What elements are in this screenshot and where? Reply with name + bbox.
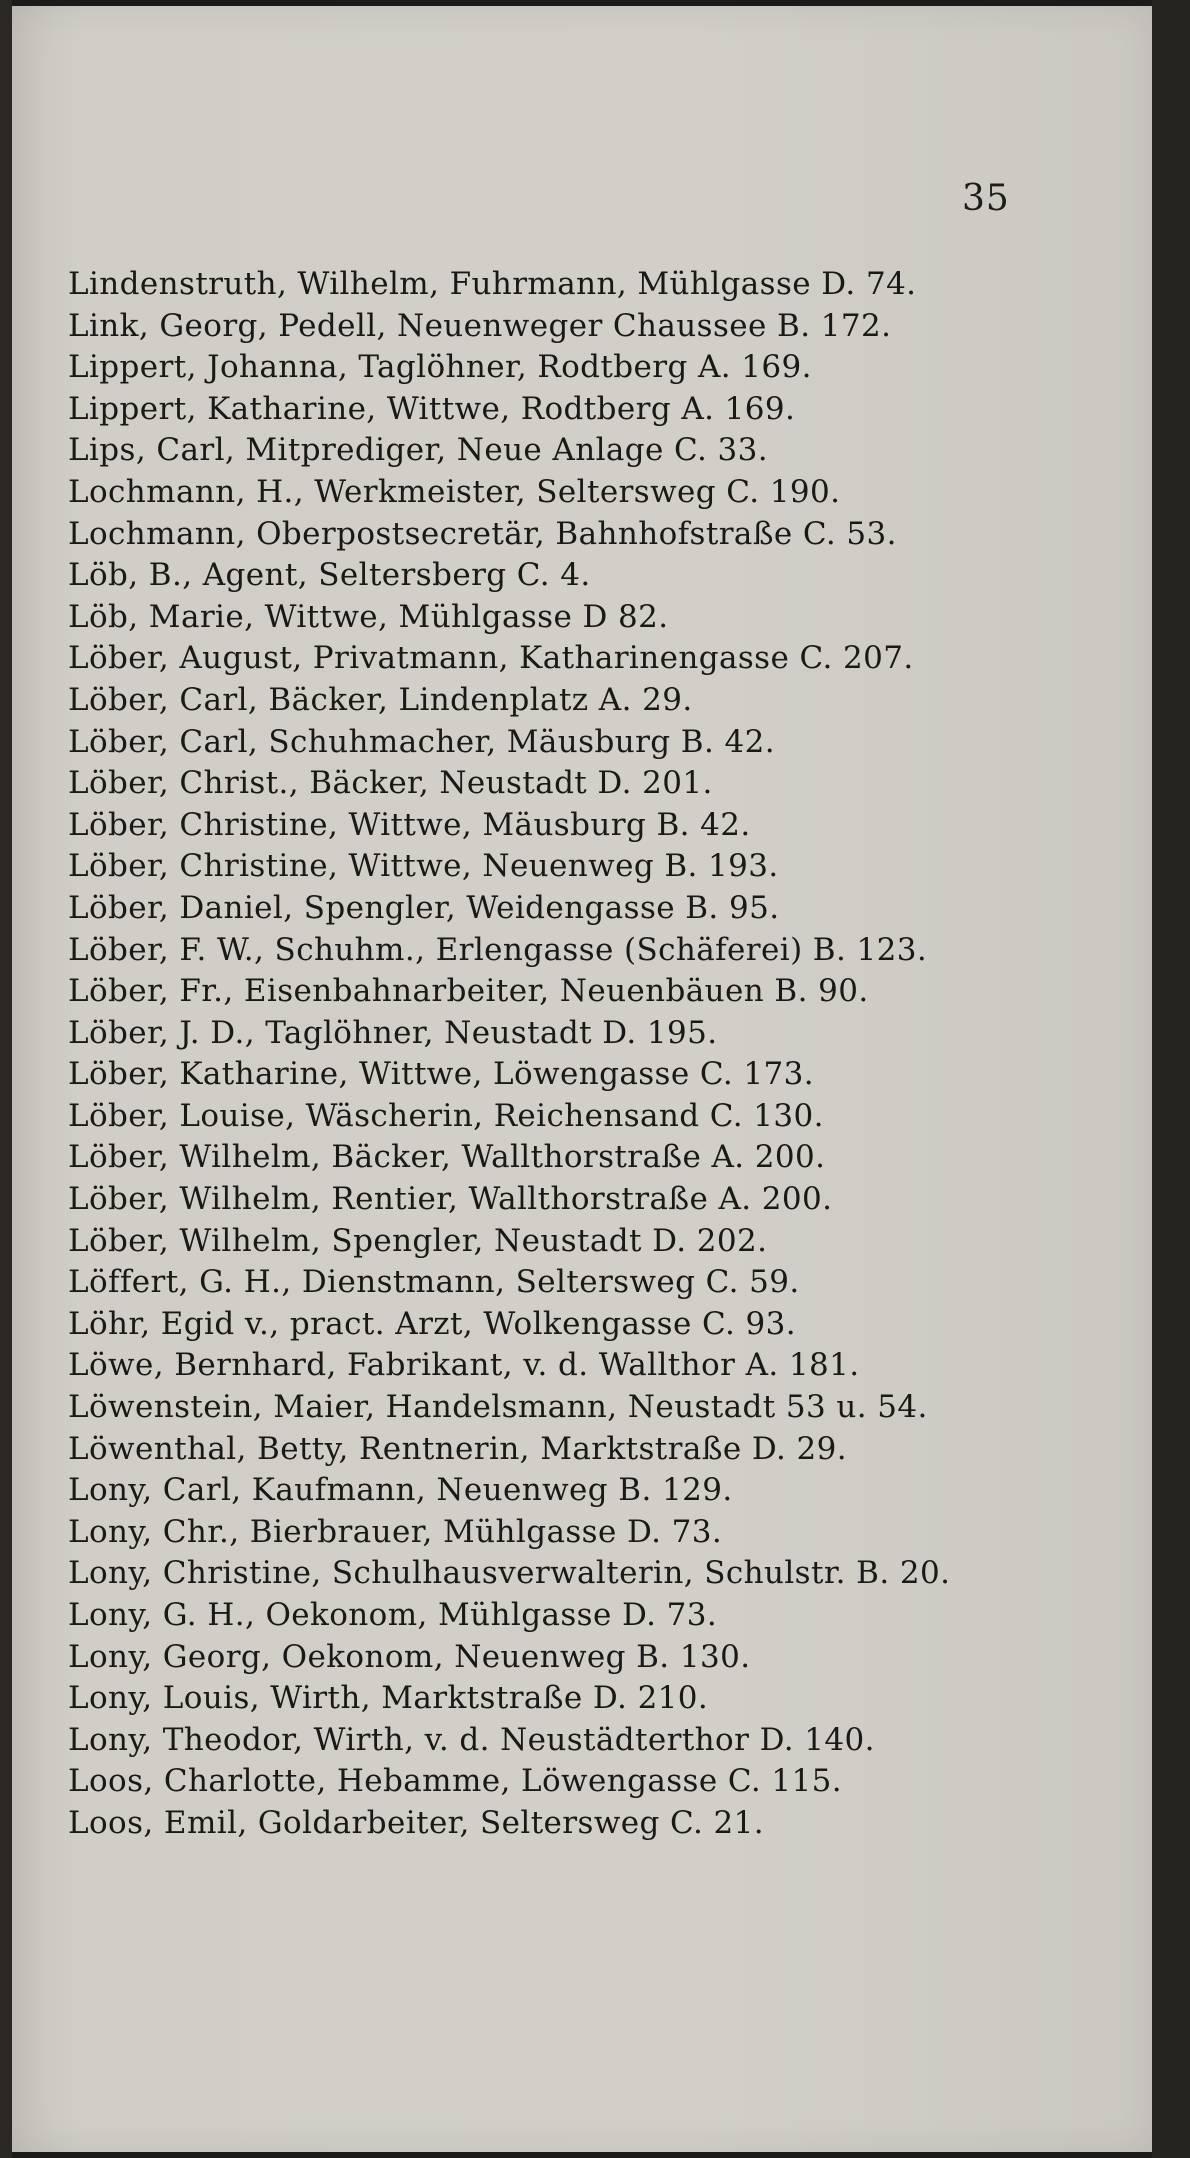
directory-entry-list — [68, 264, 1068, 1845]
directory-entry: Löwenstein, Maier, Handelsmann, Neustadt 53 u. 54. — [68, 1389, 928, 1426]
directory-entry: Löber, Christine, Wittwe, Mäusburg B. 42. — [68, 806, 751, 843]
directory-entry: Lony, Christine, Schulhausverwalterin, Schulstr. B. 20. — [68, 1555, 951, 1592]
directory-entry: Löber, Daniel, Spengler, Weidengasse B. 95. — [68, 889, 780, 926]
directory-entry: Lindenstruth, Wilhelm, Fuhrmann, Mühlgasse D. 74. — [68, 266, 917, 302]
directory-entry: Löber, Louise, Wäscherin, Reichensand C. 130. — [68, 1097, 824, 1134]
directory-entry: Lochmann, H., Werkmeister, Seltersweg C. 190. — [68, 473, 841, 510]
directory-entry: Löber, Christine, Wittwe, Neuenweg B. 193. — [68, 848, 779, 885]
directory-entry: Löber, F. W., Schuhm., Erlengasse (Schäferei) B. 123. — [68, 931, 928, 968]
directory-entry: Löber, Wilhelm, Bäcker, Wallthorstraße A. 200. — [68, 1139, 826, 1176]
directory-entry: Loos, Emil, Goldarbeiter, Seltersweg C. 21. — [68, 1804, 765, 1841]
directory-entry: Löber, Fr., Eisenbahnarbeiter, Neuenbäuen B. 90. — [68, 973, 869, 1010]
directory-entry: Lony, Theodor, Wirth, v. d. Neustädterthor D. 140. — [68, 1721, 875, 1758]
directory-entry: Link, Georg, Pedell, Neuenweger Chaussee B. 172. — [68, 307, 892, 344]
directory-entry: Lony, Carl, Kaufmann, Neuenweg B. 129. — [68, 1472, 733, 1509]
directory-entry: Löber, Carl, Bäcker, Lindenplatz A. 29. — [68, 681, 693, 718]
directory-entry: Löb, Marie, Wittwe, Mühlgasse D 82. — [68, 598, 669, 635]
directory-entry: Löber, Katharine, Wittwe, Löwengasse C. 173. — [68, 1056, 814, 1093]
directory-entry: Lippert, Johanna, Taglöhner, Rodtberg A. 169. — [68, 349, 812, 386]
directory-entry: Löwe, Bernhard, Fabrikant, v. d. Wallthor A. 181. — [68, 1347, 860, 1384]
directory-entry: Lony, G. H., Oekonom, Mühlgasse D. 73. — [68, 1597, 718, 1633]
directory-entry: Löffert, G. H., Dienstmann, Seltersweg C. 59. — [68, 1264, 800, 1301]
directory-entry: Löber, Christ., Bäcker, Neustadt D. 201. — [68, 765, 713, 802]
directory-entry: Loos, Charlotte, Hebamme, Löwengasse C. 115. — [68, 1763, 842, 1800]
page-number: 35 — [962, 178, 1010, 219]
book-spine-edge — [0, 0, 12, 2158]
directory-entry: Löber, Wilhelm, Rentier, Wallthorstraße A. 200. — [68, 1181, 833, 1218]
directory-entry: Lony, Louis, Wirth, Marktstraße D. 210. — [68, 1680, 709, 1717]
directory-entry: Lony, Chr., Bierbrauer, Mühlgasse D. 73. — [68, 1513, 723, 1550]
directory-entry: Lips, Carl, Mitprediger, Neue Anlage C. 33. — [68, 432, 769, 469]
directory-entry: Löber, August, Privatmann, Katharinengasse C. 207. — [68, 640, 914, 677]
directory-entry: Löber, J. D., Taglöhner, Neustadt D. 195. — [68, 1014, 718, 1051]
directory-entry: Löber, Wilhelm, Spengler, Neustadt D. 202. — [68, 1222, 768, 1259]
directory-entry: Löber, Carl, Schuhmacher, Mäusburg B. 42. — [68, 723, 775, 760]
directory-entry: Löhr, Egid v., pract. Arzt, Wolkengasse C. 93. — [68, 1305, 796, 1342]
directory-entry: Lippert, Katharine, Wittwe, Rodtberg A. 169. — [68, 390, 796, 427]
directory-entry: Löwenthal, Betty, Rentnerin, Marktstraße D. 29. — [68, 1430, 848, 1467]
directory-entry: Lony, Georg, Oekonom, Neuenweg B. 130. — [68, 1638, 751, 1675]
book-right-edge — [1152, 0, 1190, 2158]
directory-entry: Löb, B., Agent, Seltersberg C. 4. — [68, 557, 591, 594]
directory-entry: Lochmann, Oberpostsecretär, Bahnhofstraße C. 53. — [68, 515, 897, 552]
